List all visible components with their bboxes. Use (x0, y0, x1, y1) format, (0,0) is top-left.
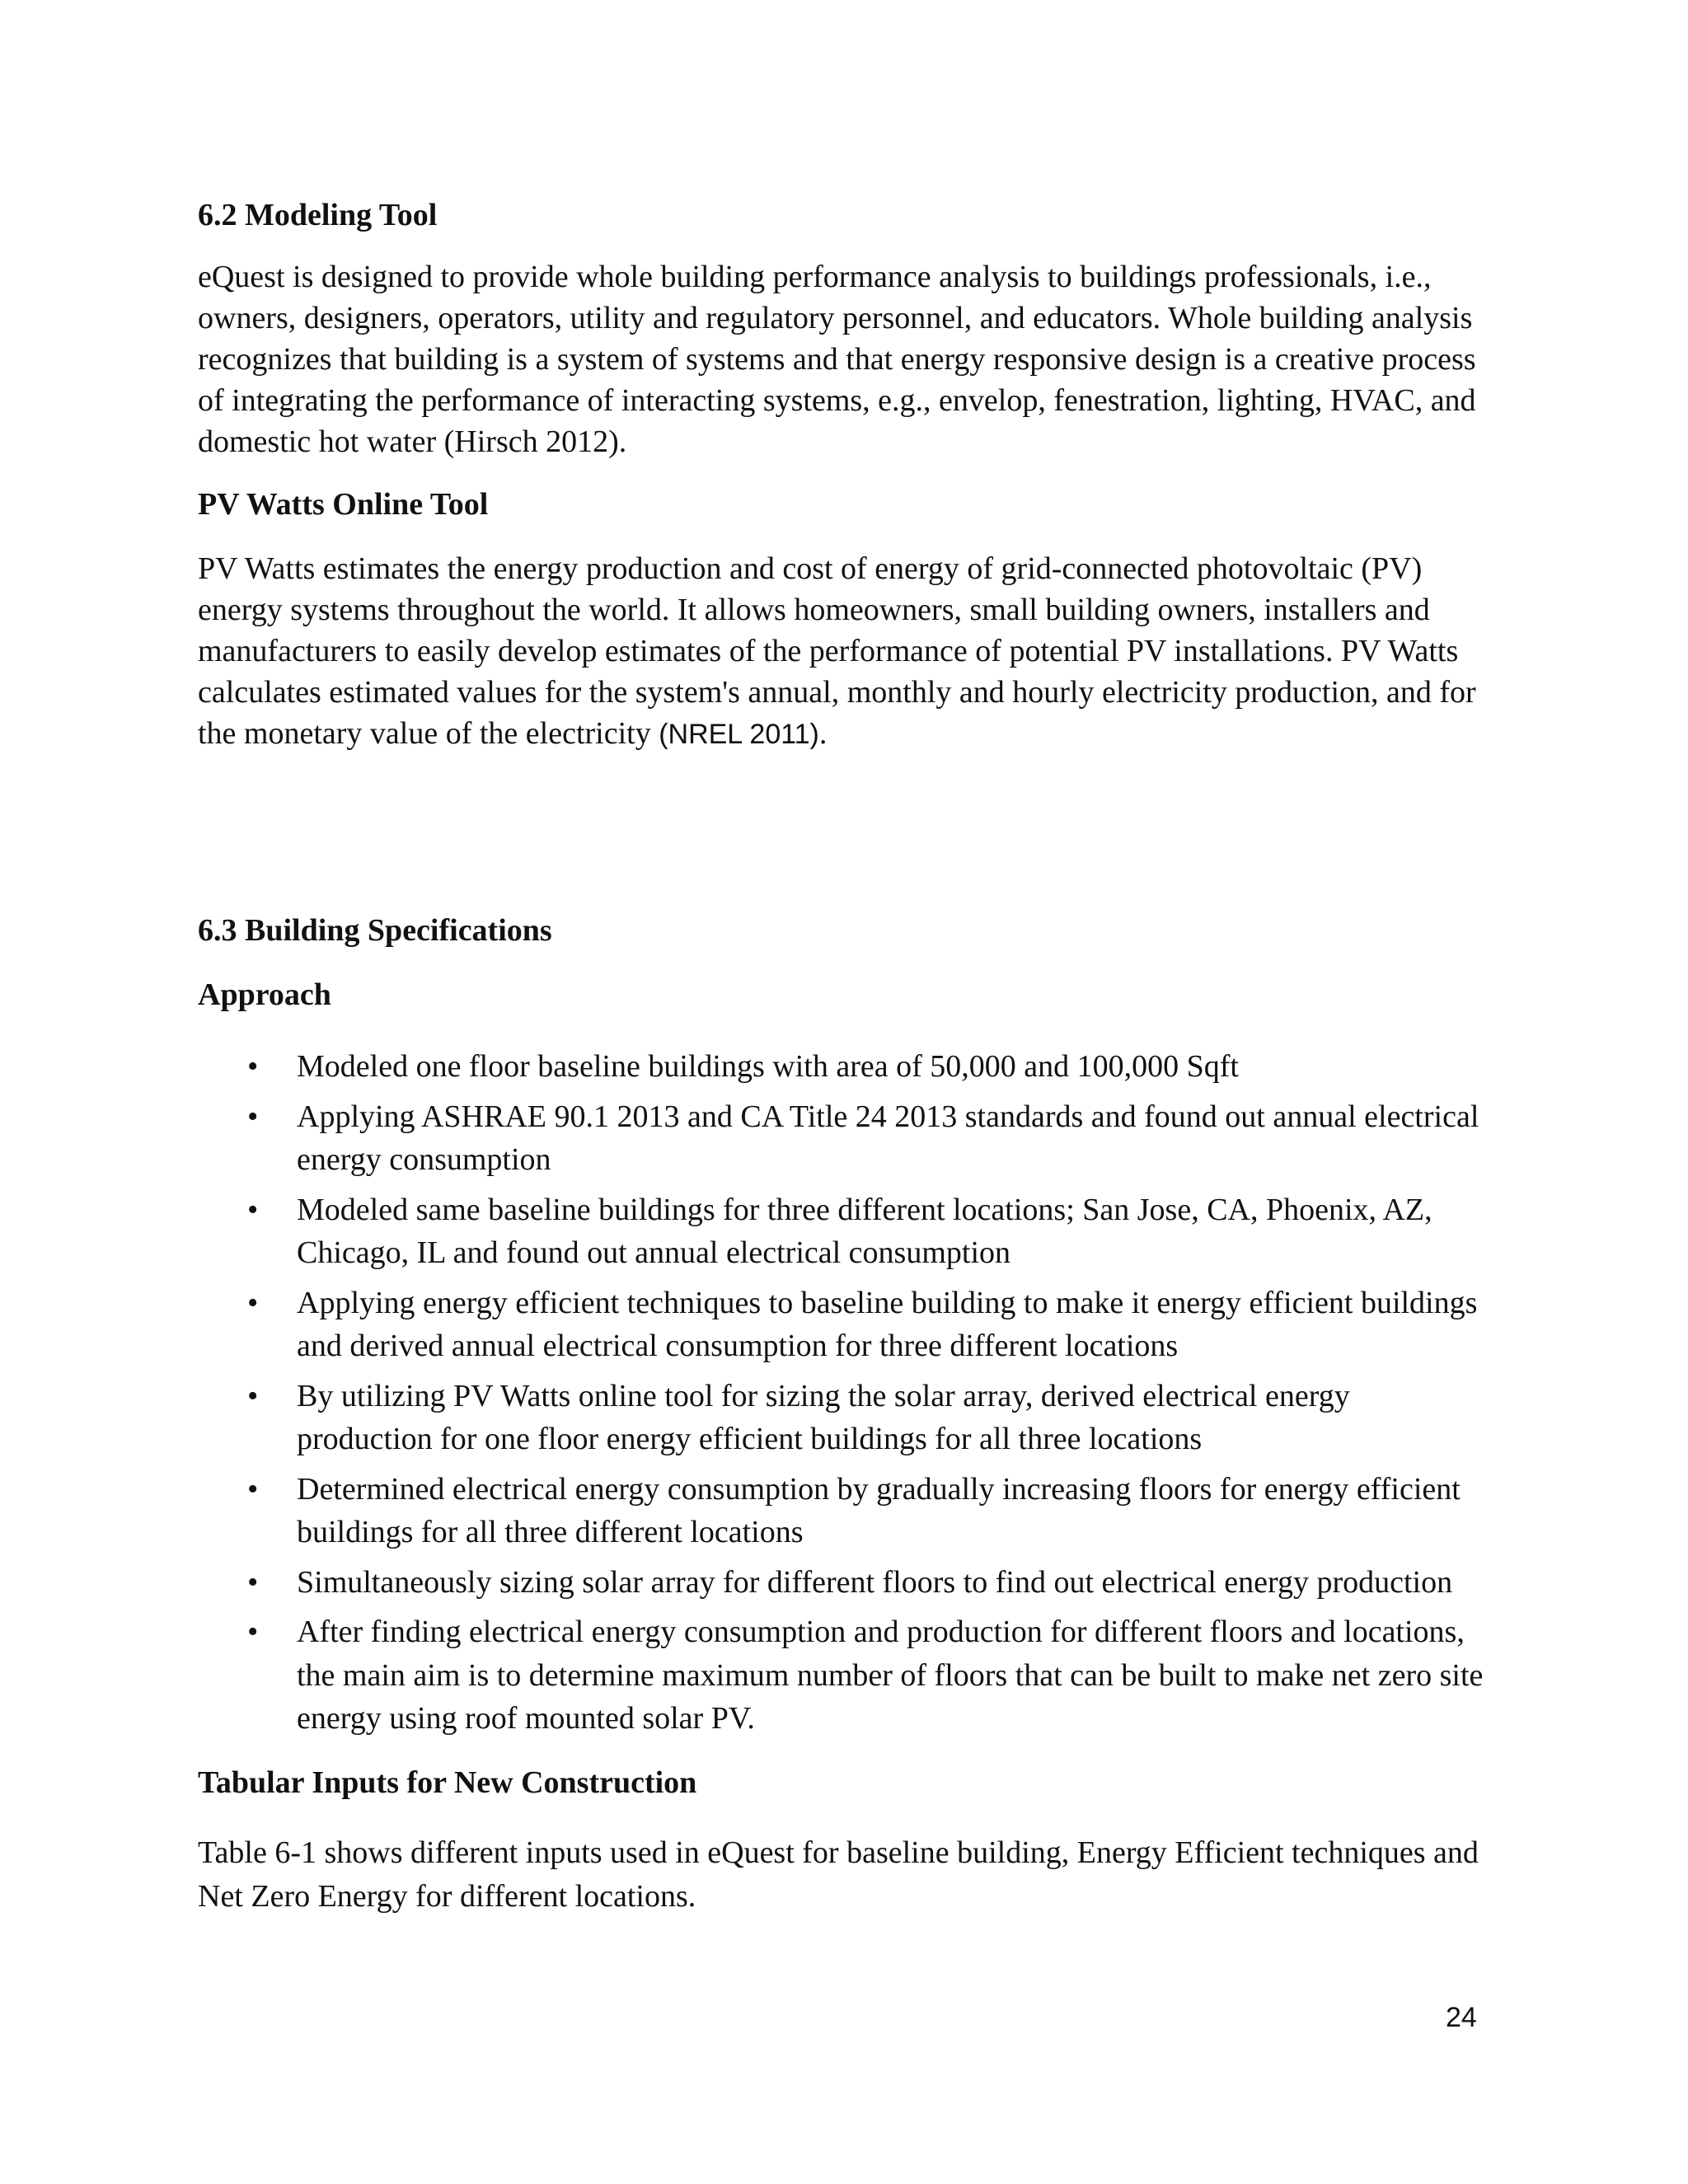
bullet-icon: • (247, 1099, 259, 1134)
pv-watts-paragraph-text: PV Watts estimates the energy production and cost of energy of grid-connected photovoltaic (PV) energy systems throughout the world. It allows homeowners, small building owners, installers and manufacturers to easily develop estimates of the performance of potential PV installations. PV Watts calculates estimated values for the system's annual, monthly and hourly electricity production, and for the monetary value of the electricity (198, 551, 1476, 751)
list-item-text: Determined electrical energy consumption by gradually increasing floors for energy efficient buildings for all three different locations (297, 1471, 1461, 1549)
list-item (198, 1610, 1492, 1741)
page-number: 24 (1446, 2002, 1477, 2033)
list-item-text: Modeled one floor baseline buildings with area of 50,000 and 100,000 Sqft (297, 1049, 1239, 1084)
page-content (198, 194, 1492, 1919)
list-item (198, 1045, 1492, 1089)
list-item-text: Applying energy efficient techniques to baseline building to make it energy efficient buildings and derived annual electrical consumption for three different locations (297, 1285, 1478, 1363)
list-item (198, 1282, 1492, 1368)
list-item (198, 1561, 1492, 1605)
bullet-icon: • (247, 1564, 259, 1600)
list-item (198, 1375, 1492, 1461)
list-item-text: Simultaneously sizing solar array for different floors to find out electrical energy production (297, 1564, 1453, 1600)
list-item-text: Applying ASHRAE 90.1 2013 and CA Title 24 2013 standards and found out annual electrical energy consumption (297, 1099, 1479, 1177)
list-item-text: By utilizing PV Watts online tool for sizing the solar array, derived electrical energy production for one floor energy efficient buildings for all three locations (297, 1378, 1350, 1456)
pv-watts-period: . (818, 716, 828, 751)
list-item (198, 1468, 1492, 1554)
pv-watts-citation: (NREL 2011) (659, 719, 819, 750)
approach-heading: Approach (198, 977, 331, 1012)
pv-watts-heading: PV Watts Online Tool (198, 487, 489, 522)
bullet-icon: • (247, 1471, 259, 1507)
list-item-text: After finding electrical energy consumption and production for different floors and locations, the main aim is to determine maximum number of floors that can be built to make net zero site energy using roof mounted solar PV. (297, 1615, 1484, 1736)
bullet-icon: • (247, 1192, 259, 1227)
pv-watts-paragraph (198, 548, 1492, 755)
bullet-icon: • (247, 1615, 259, 1649)
equest-paragraph: eQuest is designed to provide whole building performance analysis to buildings professionals, i.e., owners, designers, operators, utility and regulatory personnel, and educators. Whole building analysis recognizes that building is a system of systems and that energy responsive design is a creative process of integrating the performance of interacting systems, e.g., envelop, fenestration, lighting, HVAC, and domestic hot water (Hirsch 2012). (198, 260, 1476, 459)
bullet-icon: • (247, 1049, 259, 1084)
section-6-2-heading: 6.2 Modeling Tool (198, 198, 438, 232)
approach-bullet-list (198, 1045, 1492, 1741)
list-item (198, 1188, 1492, 1275)
tabular-inputs-heading: Tabular Inputs for New Construction (198, 1765, 697, 1800)
bullet-icon: • (247, 1285, 259, 1320)
tabular-inputs-paragraph: Table 6-1 shows different inputs used in eQuest for baseline building, Energy Efficient techniques and Net Zero Energy for different locations. (198, 1835, 1479, 1914)
list-item (198, 1095, 1492, 1182)
bullet-icon: • (247, 1378, 259, 1413)
section-6-3-heading: 6.3 Building Specifications (198, 913, 552, 948)
list-item-text: Modeled same baseline buildings for three different locations; San Jose, CA, Phoenix, AZ, Chicago, IL and found out annual electrical consumption (297, 1192, 1432, 1270)
